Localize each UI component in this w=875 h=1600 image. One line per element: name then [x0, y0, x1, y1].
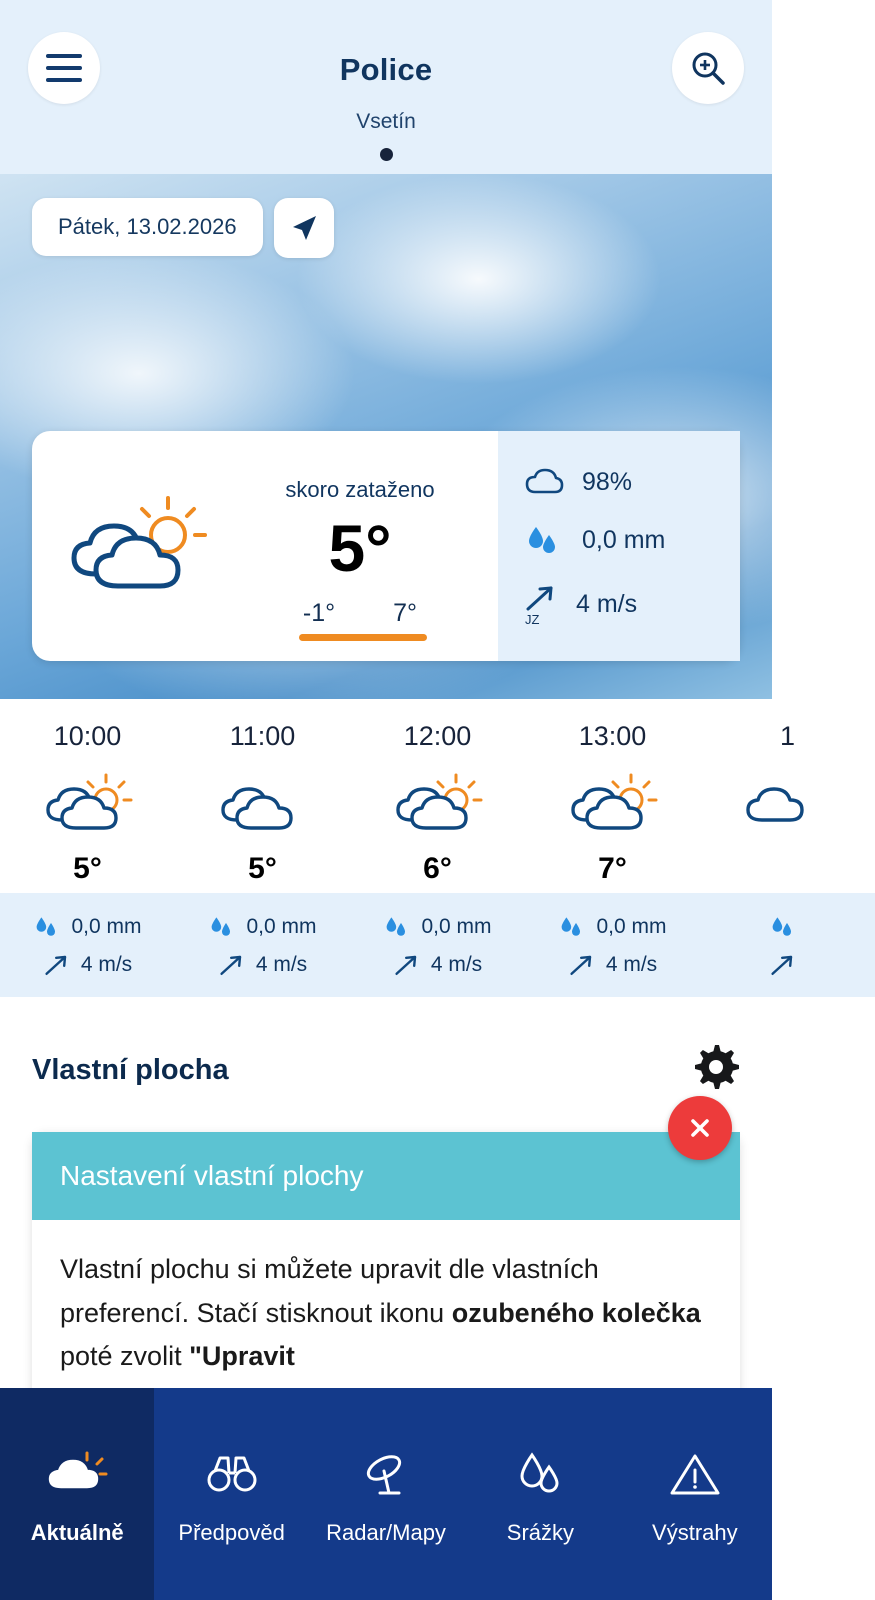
region-subtitle: Vsetín	[356, 110, 416, 133]
hourly-forecast-strip[interactable]	[0, 699, 796, 997]
sun-behind-cloud-icon	[392, 772, 484, 834]
hour-time: 12:00	[403, 721, 472, 751]
radar-dish-icon	[356, 1442, 416, 1506]
hourly-item[interactable]	[525, 699, 700, 997]
hour-lower-panel	[0, 893, 175, 997]
info-text-part2: poté zvolit	[60, 1341, 190, 1372]
locate-button[interactable]	[274, 198, 334, 258]
hour-rain-row	[383, 915, 491, 939]
wind-arrow-icon	[568, 953, 596, 977]
hour-lower-panel	[525, 893, 700, 997]
hour-temp: 5°	[248, 852, 277, 885]
hour-time: 1	[779, 721, 796, 751]
custom-area-title: Vlastní plocha	[32, 1054, 229, 1086]
hour-wind-row	[218, 953, 307, 977]
hour-rain-value: 0,0 mm	[246, 915, 317, 938]
current-weather-card	[32, 431, 740, 661]
hamburger-icon-line	[46, 66, 82, 70]
temp-max: 7°	[393, 599, 418, 627]
current-readings	[222, 451, 498, 641]
nav-label: Srážky	[506, 1520, 575, 1545]
temp-range-bar	[299, 634, 427, 641]
custom-area-header	[32, 1043, 740, 1098]
hour-wind-value: 4 m/s	[80, 953, 133, 976]
app-header	[0, 0, 772, 174]
hourly-item[interactable]	[0, 699, 175, 997]
search-zoom-icon	[689, 49, 727, 87]
current-description: skoro zataženo	[285, 477, 435, 502]
hourly-item-partial[interactable]	[700, 699, 875, 997]
nav-label: Předpověd	[178, 1520, 285, 1545]
close-icon	[687, 1115, 713, 1141]
hour-time: 10:00	[53, 721, 122, 751]
hour-weather-icon	[567, 766, 659, 840]
info-text-bold1: ozubeného kolečka	[451, 1297, 701, 1328]
info-card-title: Nastavení vlastní plochy	[32, 1132, 740, 1220]
hour-wind-row	[568, 953, 657, 977]
raindrops-icon	[510, 1442, 570, 1506]
nav-label: Aktuálně	[30, 1520, 124, 1545]
raindrops-icon	[769, 915, 797, 939]
hour-rain-value: 0,0 mm	[596, 915, 667, 938]
current-left	[32, 431, 498, 661]
precipitation-row	[524, 523, 740, 557]
info-text-part1: Vlastní plochu si můžete upravit dle vlastních preferencí. Stačí stisknout ikonu	[60, 1254, 599, 1328]
nav-item-aktualne[interactable]	[0, 1388, 154, 1600]
raindrops-icon	[208, 915, 236, 939]
sun-behind-cloud-icon	[742, 772, 834, 834]
raindrops-icon	[558, 915, 586, 939]
temp-min: -1°	[302, 599, 336, 627]
hour-weather-icon	[217, 766, 309, 840]
custom-area-section	[0, 997, 772, 1419]
raindrops-icon	[33, 915, 61, 939]
hour-wind-row	[769, 953, 807, 977]
hour-rain-value: 0,0 mm	[421, 915, 492, 938]
hourly-item[interactable]	[175, 699, 350, 997]
binoculars-icon	[202, 1442, 262, 1506]
sun-cloud-icon	[47, 1442, 107, 1506]
wind-speed-value: 4 m/s	[576, 589, 638, 618]
sun-behind-cloud-icon	[42, 772, 134, 834]
wind-direction: JZ	[525, 612, 540, 627]
hamburger-icon-line	[46, 54, 82, 58]
search-button[interactable]	[672, 32, 744, 104]
nav-item-vystrahy[interactable]	[618, 1388, 772, 1600]
close-button[interactable]	[668, 1096, 732, 1160]
hour-weather-icon	[42, 766, 134, 840]
nav-item-predpoved[interactable]	[154, 1388, 308, 1600]
hour-rain-value: 0,0 mm	[71, 915, 142, 938]
hour-lower-panel	[700, 893, 875, 997]
raindrops-icon	[524, 523, 564, 557]
hour-wind-value: 4 m/s	[605, 953, 658, 976]
hour-temp: 5°	[73, 852, 102, 885]
hour-rain-row	[33, 915, 141, 939]
wind-row	[524, 583, 740, 625]
sun-behind-cloud-icon	[567, 772, 659, 834]
hamburger-icon-line	[46, 78, 82, 82]
hour-temp: 7°	[598, 852, 627, 885]
hour-wind-value: 4 m/s	[255, 953, 308, 976]
info-card	[32, 1132, 740, 1419]
menu-button[interactable]	[28, 32, 100, 104]
cloud-icon	[217, 772, 309, 834]
date-pill[interactable]: Pátek, 13.02.2026	[32, 198, 263, 256]
hour-lower-panel	[350, 893, 525, 997]
sun-behind-cloud-icon	[56, 496, 206, 596]
page-dot[interactable]	[380, 148, 393, 161]
nav-item-srazky[interactable]	[463, 1388, 617, 1600]
nav-label: Radar/Mapy	[326, 1520, 446, 1545]
raindrops-icon	[383, 915, 411, 939]
hour-weather-icon	[742, 766, 834, 840]
navigation-arrow-icon	[287, 211, 321, 245]
hour-temp: 6°	[423, 852, 452, 885]
wind-arrow-icon	[218, 953, 246, 977]
page-indicator	[0, 134, 772, 161]
bottom-navigation	[0, 1388, 772, 1600]
info-text-bold2: "Upravit	[189, 1341, 295, 1372]
hour-rain-row	[558, 915, 666, 939]
cloud-cover-value: 98%	[582, 467, 633, 496]
settings-button[interactable]	[690, 1043, 740, 1098]
warning-triangle-icon	[665, 1442, 725, 1506]
temp-range	[303, 599, 417, 628]
hour-wind-value: 4 m/s	[430, 953, 483, 976]
info-card-wrap	[32, 1132, 740, 1419]
wind-arrow-icon	[43, 953, 71, 977]
hour-weather-icon	[392, 766, 484, 840]
gear-icon	[690, 1043, 740, 1093]
hourly-item[interactable]	[350, 699, 525, 997]
hour-rain-row	[208, 915, 316, 939]
hour-wind-row	[43, 953, 132, 977]
hour-time: 13:00	[578, 721, 647, 751]
nav-item-radar-mapy[interactable]	[309, 1388, 463, 1600]
wind-arrow-icon	[769, 953, 797, 977]
cloud-cover-row	[524, 467, 740, 497]
hour-time: 11:00	[229, 721, 296, 751]
current-temperature: 5°	[328, 511, 392, 585]
hour-wind-row	[393, 953, 482, 977]
hour-rain-row	[769, 915, 807, 939]
hero-background	[0, 174, 772, 699]
precipitation-value: 0,0 mm	[582, 525, 666, 554]
cloud-icon	[524, 467, 564, 497]
current-weather-icon-wrap	[32, 496, 222, 596]
current-details-panel	[498, 431, 740, 661]
wind-arrow-icon	[524, 583, 558, 625]
page-title: Police	[339, 52, 433, 87]
wind-arrow-icon	[393, 953, 421, 977]
nav-label: Výstrahy	[652, 1520, 738, 1545]
hour-lower-panel	[175, 893, 350, 997]
